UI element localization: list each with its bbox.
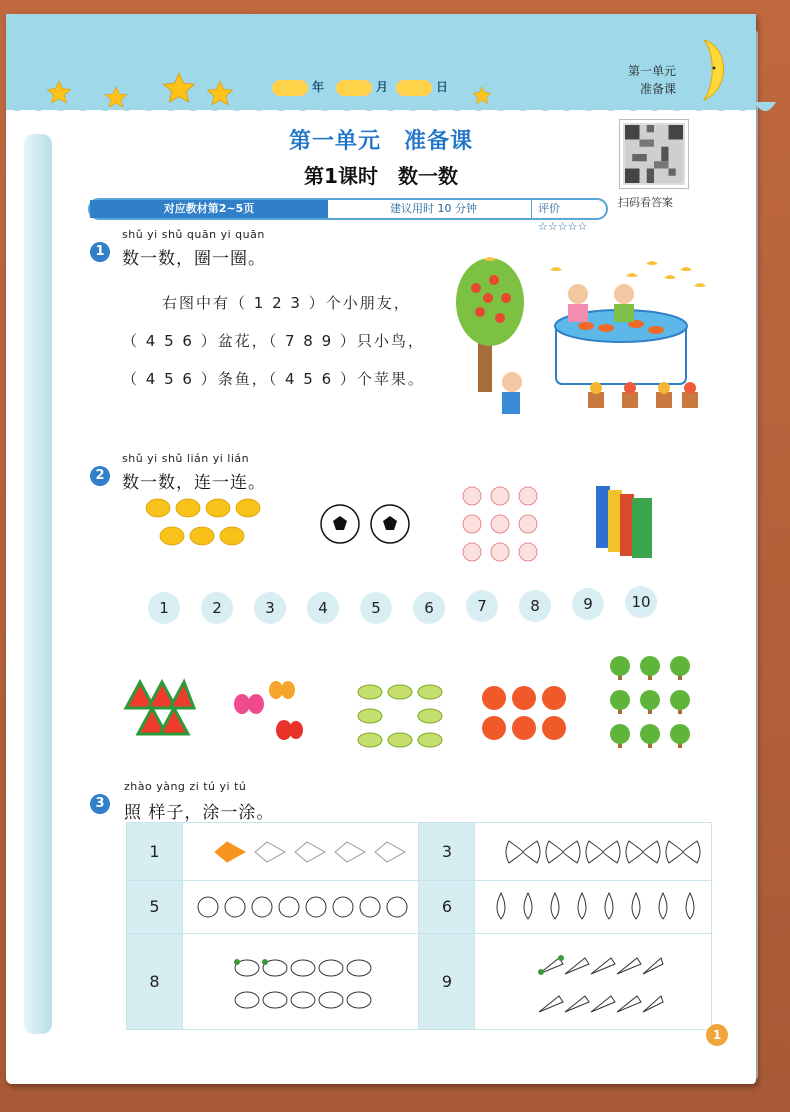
unit-tag-line2: 准备课	[639, 82, 676, 96]
soccer-ball-icon	[370, 504, 410, 544]
number-circle-4[interactable]: 4	[307, 592, 339, 624]
eggplant-outline-icon	[233, 948, 373, 1018]
info-bar	[88, 198, 608, 233]
coloring-table	[126, 822, 712, 1030]
number-circle-9[interactable]: 9	[572, 588, 604, 620]
number-circle-7[interactable]: 7	[466, 590, 498, 622]
row-count-right: 3	[419, 823, 475, 881]
row-count-right: 6	[419, 881, 475, 933]
butterfly-row[interactable]	[475, 823, 712, 881]
fish-row[interactable]	[182, 823, 419, 881]
fish-icon	[213, 839, 413, 865]
scene-illustration	[456, 242, 706, 422]
number-circle-2[interactable]: 2	[201, 592, 233, 624]
question-2-number: 2	[90, 466, 110, 486]
number-circle-6[interactable]: 6	[413, 592, 445, 624]
star-icon	[162, 72, 196, 106]
question-3-pinyin: zhào yàng zi tú yi tú	[124, 780, 247, 793]
pear-row[interactable]	[475, 881, 712, 933]
unit-title: 第一单元 准备课	[288, 129, 473, 154]
books-icon	[594, 480, 658, 560]
carrot-row[interactable]	[475, 933, 712, 1029]
pear-outline-icon	[489, 889, 709, 923]
number-circle-1[interactable]: 1	[148, 592, 180, 624]
trees-group-icon	[606, 654, 706, 764]
qr-code[interactable]	[620, 120, 688, 188]
question-2-pinyin: shǔ yi shǔ lián yi lián	[122, 452, 250, 465]
number-circle-3[interactable]: 3	[254, 592, 286, 624]
question-3-text: 照 样子，涂一涂。	[124, 803, 275, 823]
coloring-row	[127, 823, 712, 881]
star-icon	[206, 80, 234, 108]
star-icon	[104, 86, 128, 110]
question-3-number: 3	[90, 794, 110, 814]
butterfly-outline-icon	[505, 837, 705, 867]
unit-tag	[628, 62, 676, 98]
eggplant-row[interactable]	[182, 933, 419, 1029]
question-1-text: 数一数，圈一圈。	[122, 249, 266, 269]
question-1-line-1: 右图中有（ 1 2 3 ）个小朋友，	[162, 294, 411, 312]
star-icon	[46, 80, 72, 106]
month-blank	[336, 80, 372, 96]
star-icon	[472, 86, 492, 106]
row-count-left: 1	[127, 823, 183, 881]
qr-label: 扫码看答案	[618, 196, 673, 209]
number-circle-8[interactable]: 8	[519, 590, 551, 622]
question-1-pinyin: shǔ yi shǔ quān yi quān	[122, 228, 265, 241]
row-count-right: 9	[419, 933, 475, 1029]
number-circle-10[interactable]: 10	[625, 586, 657, 618]
row-count-left: 5	[127, 881, 183, 933]
lesson-title: 第1课时 数一数	[304, 164, 458, 188]
day-label: 日	[436, 80, 449, 94]
question-1-line-2: （ 4 5 6 ）盆花，（ 7 8 9 ）只小鸟，	[122, 332, 425, 350]
coloring-row	[127, 933, 712, 1029]
textbook-pages: 对应教材第2~5页	[90, 200, 328, 218]
row-count-left: 8	[127, 933, 183, 1029]
question-1-number: 1	[90, 242, 110, 262]
moon-icon	[684, 38, 730, 104]
year-label: 年	[312, 80, 325, 94]
year-blank	[272, 80, 308, 96]
leaves-group-icon	[356, 680, 446, 750]
butterflies-icon	[232, 678, 302, 746]
rating: 评价 ☆☆☆☆☆	[538, 202, 588, 233]
soccer-ball-icon	[320, 504, 360, 544]
page-number-badge: 1	[706, 1024, 728, 1046]
coloring-row	[127, 881, 712, 933]
day-blank	[396, 80, 432, 96]
number-circle-5[interactable]: 5	[360, 592, 392, 624]
flower-row[interactable]	[182, 881, 419, 933]
oranges-group-icon	[480, 684, 570, 744]
watermelon-slices-icon	[122, 678, 196, 736]
question-2-text: 数一数，连一连。	[122, 473, 266, 493]
question-1-line-3: （ 4 5 6 ）条鱼，（ 4 5 6 ）个苹果。	[122, 370, 425, 388]
suggested-time: 建议用时 10 分钟	[336, 200, 532, 218]
flower-outline-icon	[197, 895, 417, 919]
carrot-outline-icon	[535, 944, 665, 1020]
qr-pattern-icon	[625, 125, 683, 183]
month-label: 月	[376, 80, 389, 94]
chicks-group-icon	[142, 494, 272, 554]
peaches-group-icon	[460, 484, 540, 568]
page-binding	[24, 134, 52, 1034]
unit-tag-line1: 第一单元	[627, 64, 676, 78]
workbook-page	[6, 14, 756, 1084]
